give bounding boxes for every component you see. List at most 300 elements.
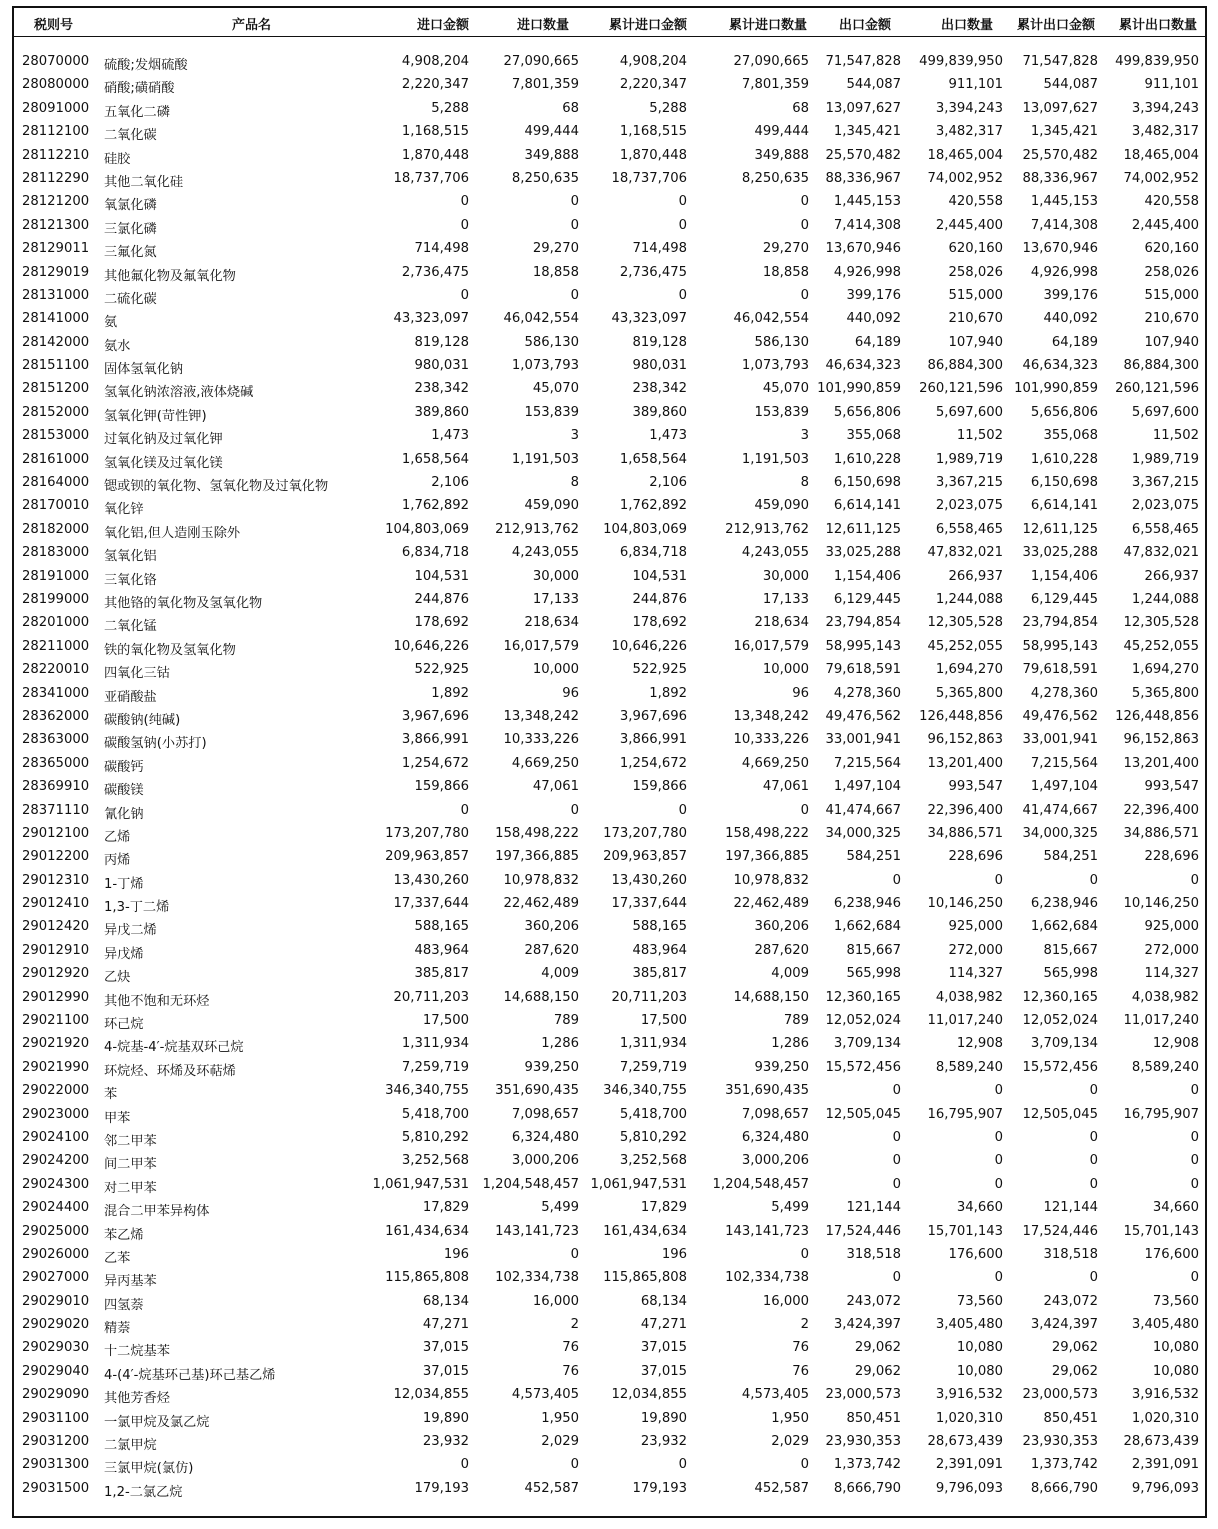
hs-code: 29012410 <box>22 896 90 912</box>
export-qty: 210,670 <box>948 311 1003 327</box>
cum-export-qty: 6,558,465 <box>1131 521 1199 537</box>
export-qty: 5,365,800 <box>935 685 1003 701</box>
import-qty: 5,499 <box>541 1200 579 1216</box>
import-qty: 13,348,242 <box>503 708 579 724</box>
cum-export-qty: 0 <box>1190 1129 1199 1145</box>
cum-export-value: 15,572,456 <box>1022 1059 1098 1075</box>
import-qty: 287,620 <box>524 942 579 958</box>
import-qty: 18,858 <box>532 264 579 280</box>
export-value: 12,611,125 <box>825 521 901 537</box>
hs-code: 29029040 <box>22 1363 90 1379</box>
product-name: 碳酸钙 <box>104 759 144 775</box>
export-qty: 86,884,300 <box>927 358 1003 374</box>
cum-import-value: 1,762,892 <box>619 498 687 514</box>
table-row <box>14 590 1205 613</box>
table-row <box>14 146 1205 169</box>
cum-export-value: 0 <box>1089 1153 1098 1169</box>
import-value: 1,658,564 <box>401 451 469 467</box>
table-row <box>14 75 1205 98</box>
import-value: 7,259,719 <box>401 1059 469 1075</box>
cum-export-qty: 2,023,075 <box>1131 498 1199 514</box>
import-qty: 360,206 <box>524 919 579 935</box>
hs-code: 28362000 <box>22 708 90 724</box>
cum-import-qty: 4,243,055 <box>741 545 809 561</box>
cum-export-value: 33,001,941 <box>1022 732 1098 748</box>
cum-export-qty: 9,796,093 <box>1131 1480 1199 1496</box>
export-value: 0 <box>892 1176 901 1192</box>
import-value: 196 <box>443 1246 469 1262</box>
export-qty: 0 <box>994 1270 1003 1286</box>
table-row <box>14 239 1205 262</box>
cum-import-qty: 197,366,885 <box>725 849 809 865</box>
cum-import-value: 0 <box>678 217 687 233</box>
cum-export-qty: 34,660 <box>1152 1200 1199 1216</box>
product-name: 其他二氧化硅 <box>104 174 184 190</box>
table-row <box>14 754 1205 777</box>
hs-code: 28199000 <box>22 591 90 607</box>
cum-import-value: 17,337,644 <box>611 896 687 912</box>
import-value: 104,531 <box>414 568 469 584</box>
export-value: 7,215,564 <box>833 755 901 771</box>
cum-export-value: 355,068 <box>1043 428 1098 444</box>
cum-import-qty: 29,270 <box>762 241 809 257</box>
hs-code: 29012910 <box>22 942 90 958</box>
import-value: 13,430,260 <box>393 872 469 888</box>
import-qty: 218,634 <box>524 615 579 631</box>
import-qty: 0 <box>570 1457 579 1473</box>
table-row <box>14 356 1205 379</box>
product-name: 碳酸氢钠(小苏打) <box>104 736 207 752</box>
export-value: 49,476,562 <box>825 708 901 724</box>
import-value: 1,311,934 <box>401 1036 469 1052</box>
hs-code: 29031300 <box>22 1457 90 1473</box>
import-qty: 7,801,359 <box>511 77 579 93</box>
export-value: 29,062 <box>854 1340 901 1356</box>
import-qty: 197,366,885 <box>495 849 579 865</box>
export-qty: 266,937 <box>948 568 1003 584</box>
export-value: 33,001,941 <box>825 732 901 748</box>
cum-export-qty: 925,000 <box>1144 919 1199 935</box>
export-qty: 0 <box>994 1153 1003 1169</box>
hs-code: 29024400 <box>22 1200 90 1216</box>
import-qty: 96 <box>562 685 579 701</box>
cum-export-value: 79,618,591 <box>1022 662 1098 678</box>
table-row <box>14 1245 1205 1268</box>
table-row <box>14 824 1205 847</box>
table-row <box>14 1338 1205 1361</box>
product-name: 氨水 <box>104 338 131 354</box>
product-name: 苯 <box>104 1087 118 1103</box>
product-name: 二氧化锰 <box>104 619 157 635</box>
cum-import-qty: 499,444 <box>754 124 809 140</box>
export-qty: 925,000 <box>948 919 1003 935</box>
import-qty: 30,000 <box>532 568 579 584</box>
hs-code: 28369910 <box>22 779 90 795</box>
export-qty: 3,367,215 <box>935 475 1003 491</box>
import-value: 17,500 <box>422 1013 469 1029</box>
product-name: 铁的氧化物及氢氧化物 <box>104 642 236 658</box>
export-qty: 18,465,004 <box>927 147 1003 163</box>
cum-import-value: 1,061,947,531 <box>590 1176 687 1192</box>
import-value: 389,860 <box>414 404 469 420</box>
cum-import-qty: 30,000 <box>762 568 809 584</box>
cum-export-qty: 107,940 <box>1144 334 1199 350</box>
export-value: 15,572,456 <box>825 1059 901 1075</box>
product-name: 亚硝酸盐 <box>104 689 157 705</box>
cum-import-value: 196 <box>661 1246 687 1262</box>
table-row <box>14 1479 1205 1502</box>
import-value: 4,908,204 <box>401 54 469 69</box>
product-name: 异戊二烯 <box>104 923 157 939</box>
cum-import-qty: 218,634 <box>754 615 809 631</box>
table-row <box>14 1268 1205 1291</box>
cum-import-qty: 27,090,665 <box>733 54 809 69</box>
cum-export-value: 3,424,397 <box>1030 1317 1098 1333</box>
product-name: 锶或钡的氧化物、氢氧化物及过氧化物 <box>104 479 329 495</box>
cum-import-qty: 2 <box>800 1317 809 1333</box>
cum-export-value: 4,926,998 <box>1030 264 1098 280</box>
export-value: 12,360,165 <box>825 989 901 1005</box>
cum-export-value: 5,656,806 <box>1030 404 1098 420</box>
cum-import-qty: 10,000 <box>762 662 809 678</box>
cum-export-qty: 210,670 <box>1144 311 1199 327</box>
cum-export-value: 0 <box>1089 1176 1098 1192</box>
cum-import-qty: 939,250 <box>754 1059 809 1075</box>
cum-export-value: 88,336,967 <box>1022 170 1098 186</box>
cum-export-qty: 0 <box>1190 1176 1199 1192</box>
import-qty: 4,009 <box>541 966 579 982</box>
hs-code: 28129011 <box>22 241 90 257</box>
import-qty: 68 <box>562 100 579 116</box>
export-value: 58,995,143 <box>825 638 901 654</box>
header-export-value: 出口金额 <box>838 18 891 33</box>
cum-export-qty: 114,327 <box>1144 966 1199 982</box>
cum-import-value: 0 <box>678 194 687 210</box>
hs-code: 28112210 <box>22 147 90 163</box>
export-qty: 3,916,532 <box>935 1387 1003 1403</box>
table-row <box>14 1432 1205 1455</box>
export-qty: 620,160 <box>948 241 1003 257</box>
hs-code: 29021990 <box>22 1059 90 1075</box>
import-value: 1,762,892 <box>401 498 469 514</box>
table-row <box>14 379 1205 402</box>
import-value: 5,418,700 <box>401 1106 469 1122</box>
import-value: 20,711,203 <box>393 989 469 1005</box>
export-qty: 10,080 <box>956 1363 1003 1379</box>
import-qty: 17,133 <box>532 591 579 607</box>
import-qty: 27,090,665 <box>503 54 579 69</box>
export-value: 850,451 <box>846 1410 901 1426</box>
cum-import-value: 47,271 <box>640 1317 687 1333</box>
cum-export-qty: 5,697,600 <box>1131 404 1199 420</box>
import-qty: 6,324,480 <box>511 1129 579 1145</box>
cum-import-value: 1,311,934 <box>619 1036 687 1052</box>
cum-import-qty: 3,000,206 <box>741 1153 809 1169</box>
table-row <box>14 1175 1205 1198</box>
import-qty: 1,204,548,457 <box>482 1176 579 1192</box>
cum-export-value: 25,570,482 <box>1022 147 1098 163</box>
cum-import-qty: 2,029 <box>771 1434 809 1450</box>
product-name: 硝酸;磺硝酸 <box>104 81 175 97</box>
import-qty: 0 <box>570 802 579 818</box>
cum-export-qty: 73,560 <box>1152 1293 1199 1309</box>
export-value: 1,610,228 <box>833 451 901 467</box>
cum-import-qty: 4,669,250 <box>741 755 809 771</box>
export-value: 8,666,790 <box>833 1480 901 1496</box>
export-qty: 34,660 <box>956 1200 1003 1216</box>
table-row <box>14 660 1205 683</box>
export-value: 13,097,627 <box>825 100 901 116</box>
export-value: 243,072 <box>846 1293 901 1309</box>
import-value: 0 <box>460 194 469 210</box>
cum-import-value: 980,031 <box>632 358 687 374</box>
product-name: 硅胶 <box>104 151 131 167</box>
product-name: 二氧化碳 <box>104 128 157 144</box>
import-qty: 0 <box>570 194 579 210</box>
export-qty: 272,000 <box>948 942 1003 958</box>
export-value: 41,474,667 <box>825 802 901 818</box>
cum-export-qty: 4,038,982 <box>1131 989 1199 1005</box>
export-qty: 228,696 <box>948 849 1003 865</box>
import-value: 1,870,448 <box>401 147 469 163</box>
product-name: 氰化钠 <box>104 806 144 822</box>
cum-import-value: 161,434,634 <box>603 1223 687 1239</box>
hs-code: 29012310 <box>22 872 90 888</box>
export-value: 13,670,946 <box>825 241 901 257</box>
import-qty: 3,000,206 <box>511 1153 579 1169</box>
import-value: 238,342 <box>414 381 469 397</box>
export-value: 34,000,325 <box>825 825 901 841</box>
import-qty: 10,000 <box>532 662 579 678</box>
cum-export-value: 6,238,946 <box>1030 896 1098 912</box>
cum-import-value: 19,890 <box>640 1410 687 1426</box>
import-value: 1,061,947,531 <box>372 1176 469 1192</box>
import-qty: 789 <box>553 1013 579 1029</box>
import-value: 522,925 <box>414 662 469 678</box>
export-qty: 13,201,400 <box>927 755 1003 771</box>
cum-export-qty: 0 <box>1190 1270 1199 1286</box>
cum-export-value: 17,524,446 <box>1022 1223 1098 1239</box>
import-value: 43,323,097 <box>393 311 469 327</box>
hs-code: 29025000 <box>22 1223 90 1239</box>
cum-import-qty: 8,250,635 <box>741 170 809 186</box>
hs-code: 28129019 <box>22 264 90 280</box>
import-value: 2,736,475 <box>401 264 469 280</box>
cum-export-qty: 499,839,950 <box>1115 54 1199 69</box>
product-name: 甲苯 <box>104 1110 131 1126</box>
export-value: 17,524,446 <box>825 1223 901 1239</box>
import-value: 37,015 <box>422 1340 469 1356</box>
hs-code: 28131000 <box>22 287 90 303</box>
export-qty: 499,839,950 <box>919 54 1003 69</box>
table-row <box>14 637 1205 660</box>
export-value: 440,092 <box>846 311 901 327</box>
product-name: 一氯甲烷及氯乙烷 <box>104 1414 210 1430</box>
export-qty: 16,795,907 <box>927 1106 1003 1122</box>
import-qty: 45,070 <box>532 381 579 397</box>
hs-code: 28164000 <box>22 475 90 491</box>
table-row <box>14 52 1205 75</box>
hs-code: 28183000 <box>22 545 90 561</box>
table-row <box>14 1292 1205 1315</box>
cum-export-qty: 0 <box>1190 872 1199 888</box>
cum-import-value: 23,932 <box>640 1434 687 1450</box>
table-row <box>14 1198 1205 1221</box>
cum-export-value: 0 <box>1089 872 1098 888</box>
cum-import-qty: 4,573,405 <box>741 1387 809 1403</box>
cum-import-value: 389,860 <box>632 404 687 420</box>
export-value: 23,794,854 <box>825 615 901 631</box>
cum-export-value: 121,144 <box>1043 1200 1098 1216</box>
export-qty: 107,940 <box>948 334 1003 350</box>
import-value: 483,964 <box>414 942 469 958</box>
cum-export-qty: 2,445,400 <box>1131 217 1199 233</box>
import-value: 1,473 <box>431 428 469 444</box>
cum-export-qty: 11,502 <box>1152 428 1199 444</box>
cum-import-qty: 351,690,435 <box>725 1083 809 1099</box>
product-name: 环烷烃、环烯及环萜烯 <box>104 1063 236 1079</box>
hs-code: 28182000 <box>22 521 90 537</box>
import-qty: 8 <box>570 475 579 491</box>
cum-export-value: 7,215,564 <box>1030 755 1098 771</box>
export-qty: 2,391,091 <box>935 1457 1003 1473</box>
import-value: 2,220,347 <box>401 77 469 93</box>
cum-export-qty: 515,000 <box>1144 287 1199 303</box>
cum-import-qty: 0 <box>800 217 809 233</box>
import-qty: 0 <box>570 1246 579 1262</box>
cum-import-qty: 1,204,548,457 <box>712 1176 809 1192</box>
export-qty: 34,886,571 <box>927 825 1003 841</box>
product-name: 环己烷 <box>104 1017 144 1033</box>
cum-import-value: 3,967,696 <box>619 708 687 724</box>
cum-import-value: 5,288 <box>649 100 687 116</box>
cum-export-value: 6,614,141 <box>1030 498 1098 514</box>
cum-import-qty: 5,499 <box>771 1200 809 1216</box>
cum-import-qty: 46,042,554 <box>733 311 809 327</box>
import-value: 17,337,644 <box>393 896 469 912</box>
import-qty: 22,462,489 <box>503 896 579 912</box>
export-value: 25,570,482 <box>825 147 901 163</box>
import-value: 10,646,226 <box>393 638 469 654</box>
export-qty: 45,252,055 <box>927 638 1003 654</box>
table-row <box>14 1105 1205 1128</box>
cum-import-value: 0 <box>678 802 687 818</box>
product-name: 三氯化磷 <box>104 221 157 237</box>
header-import-value: 进口金额 <box>416 18 469 33</box>
export-value: 355,068 <box>846 428 901 444</box>
table-row <box>14 777 1205 800</box>
import-qty: 7,098,657 <box>511 1106 579 1122</box>
import-qty: 46,042,554 <box>503 311 579 327</box>
hs-code: 29029030 <box>22 1340 90 1356</box>
hs-code: 28151100 <box>22 358 90 374</box>
import-qty: 14,688,150 <box>503 989 579 1005</box>
cum-import-value: 1,168,515 <box>619 124 687 140</box>
cum-import-qty: 47,061 <box>762 779 809 795</box>
product-name: 乙苯 <box>104 1250 131 1266</box>
hs-code: 29031100 <box>22 1410 90 1426</box>
table-row <box>14 1385 1205 1408</box>
cum-import-qty: 1,073,793 <box>741 358 809 374</box>
table-row <box>14 941 1205 964</box>
cum-import-qty: 212,913,762 <box>725 521 809 537</box>
table-row <box>14 684 1205 707</box>
hs-code: 29012420 <box>22 919 90 935</box>
export-qty: 74,002,952 <box>927 170 1003 186</box>
product-name: 二氯甲烷 <box>104 1438 157 1454</box>
export-qty: 993,547 <box>948 779 1003 795</box>
product-name: 氢氧化钾(苛性钾) <box>104 408 207 424</box>
cum-import-qty: 8 <box>800 475 809 491</box>
cum-export-qty: 34,886,571 <box>1123 825 1199 841</box>
cum-import-value: 179,193 <box>632 1480 687 1496</box>
import-qty: 10,978,832 <box>503 872 579 888</box>
table-row <box>14 613 1205 636</box>
import-value: 104,803,069 <box>385 521 469 537</box>
export-qty: 9,796,093 <box>935 1480 1003 1496</box>
export-value: 7,414,308 <box>833 217 901 233</box>
cum-export-qty: 1,989,719 <box>1131 451 1199 467</box>
cum-import-qty: 143,141,723 <box>725 1223 809 1239</box>
product-name: 三氟化氮 <box>104 245 157 261</box>
import-qty: 10,333,226 <box>503 732 579 748</box>
cum-export-qty: 74,002,952 <box>1123 170 1199 186</box>
hs-code: 29029020 <box>22 1317 90 1333</box>
cum-export-qty: 0 <box>1190 1083 1199 1099</box>
export-qty: 73,560 <box>956 1293 1003 1309</box>
product-name: 其他氟化物及氟氧化物 <box>104 268 236 284</box>
export-value: 4,926,998 <box>833 264 901 280</box>
export-qty: 0 <box>994 1176 1003 1192</box>
export-qty: 2,445,400 <box>935 217 1003 233</box>
import-qty: 3 <box>570 428 579 444</box>
cum-export-value: 29,062 <box>1051 1340 1098 1356</box>
import-qty: 586,130 <box>524 334 579 350</box>
export-value: 1,373,742 <box>833 1457 901 1473</box>
import-value: 68,134 <box>422 1293 469 1309</box>
product-name: 四氢萘 <box>104 1297 144 1313</box>
import-qty: 1,950 <box>541 1410 579 1426</box>
table-row <box>14 473 1205 496</box>
import-qty: 47,061 <box>532 779 579 795</box>
cum-export-qty: 10,080 <box>1152 1363 1199 1379</box>
cum-import-qty: 452,587 <box>754 1480 809 1496</box>
hs-code: 28363000 <box>22 732 90 748</box>
export-value: 3,424,397 <box>833 1317 901 1333</box>
hs-code: 29029090 <box>22 1387 90 1403</box>
cum-export-qty: 16,795,907 <box>1123 1106 1199 1122</box>
table-row <box>14 567 1205 590</box>
export-qty: 8,589,240 <box>935 1059 1003 1075</box>
export-value: 79,618,591 <box>825 662 901 678</box>
cum-import-value: 68,134 <box>640 1293 687 1309</box>
cum-import-qty: 586,130 <box>754 334 809 350</box>
cum-export-value: 565,998 <box>1043 966 1098 982</box>
product-name: 固体氢氧化钠 <box>104 362 184 378</box>
import-qty: 1,286 <box>541 1036 579 1052</box>
export-value: 1,662,684 <box>833 919 901 935</box>
export-value: 12,505,045 <box>825 1106 901 1122</box>
cum-import-qty: 4,009 <box>771 966 809 982</box>
cum-import-qty: 17,133 <box>762 591 809 607</box>
product-name: 三氯甲烷(氯仿) <box>104 1461 194 1477</box>
product-name: 邻二甲苯 <box>104 1133 157 1149</box>
cum-export-value: 12,505,045 <box>1022 1106 1098 1122</box>
cum-import-qty: 16,017,579 <box>733 638 809 654</box>
hs-code: 28152000 <box>22 404 90 420</box>
export-value: 23,000,573 <box>825 1387 901 1403</box>
cum-import-qty: 7,098,657 <box>741 1106 809 1122</box>
